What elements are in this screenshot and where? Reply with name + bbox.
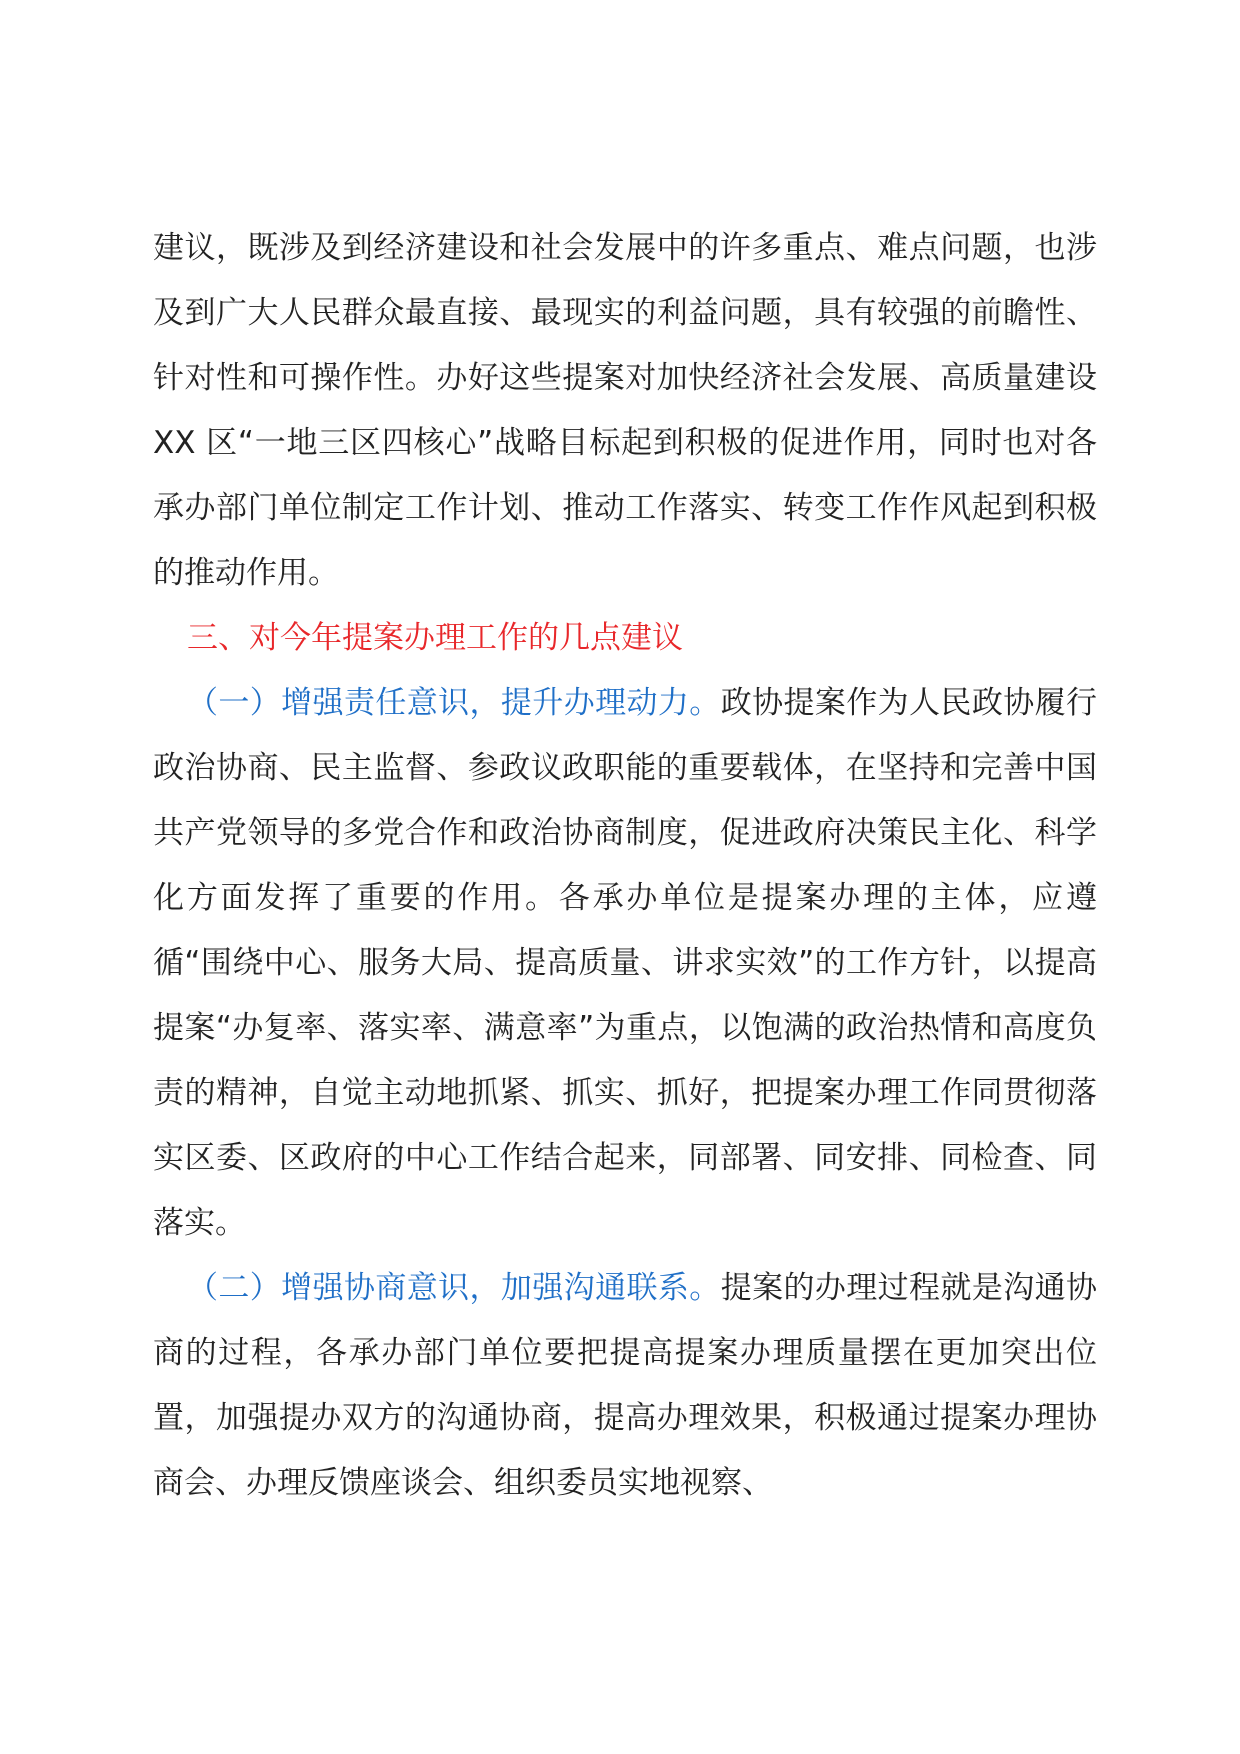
subsection-2-body: 提案的办理过程就是沟通协商的过程，各承办部门单位要把提高提案办理质量摆在更加突出位置，加强提办双方的沟通协商，提高办理效果，积极通过提案办理协商会、办理反馈座谈会、组织委员实地视察、: [153, 1270, 1098, 1501]
subsection-2-paragraph: [153, 1256, 1097, 1516]
document-page: [153, 216, 1097, 1516]
section-heading: 三、对今年提案办理工作的几点建议: [187, 620, 683, 656]
subsection-1-paragraph: [153, 671, 1097, 1256]
subsection-1-heading: （一）增强责任意识，提升办理动力。: [187, 685, 721, 721]
subsection-1-body: 政协提案作为人民政协履行政治协商、民主监督、参政议政职能的重要载体，在坚持和完善中国共产党领导的多党合作和政治协商制度，促进政府决策民主化、科学化方面发挥了重要的作用。各承办单位是提案办理的主体，应遵循“围绕中心、服务大局、提高质量、讲求实效”的工作方针，以提高提案“办复率、落实率、满意率”为重点，以饱满的政治热情和高度负责的精神，自觉主动地抓紧、抓实、抓好，把提案办理工作同贯彻落实区委、区政府的中心工作结合起来，同部署、同安排、同检查、同落实。: [153, 685, 1098, 1241]
subsection-2-heading: （二）增强协商意识，加强沟通联系。: [187, 1270, 721, 1306]
paragraph-continuation: 建议，既涉及到经济建设和社会发展中的许多重点、难点问题，也涉及到广大人民群众最直接、最现实的利益问题，具有较强的前瞻性、针对性和可操作性。办好这些提案对加快经济社会发展、高质量建设 XX 区“一地三区四核心”战略目标起到积极的促进作用，同时也对各承办部门单位制定工作计划、推动工作落实、转变工作作风起到积极的推动作用。: [153, 230, 1097, 591]
